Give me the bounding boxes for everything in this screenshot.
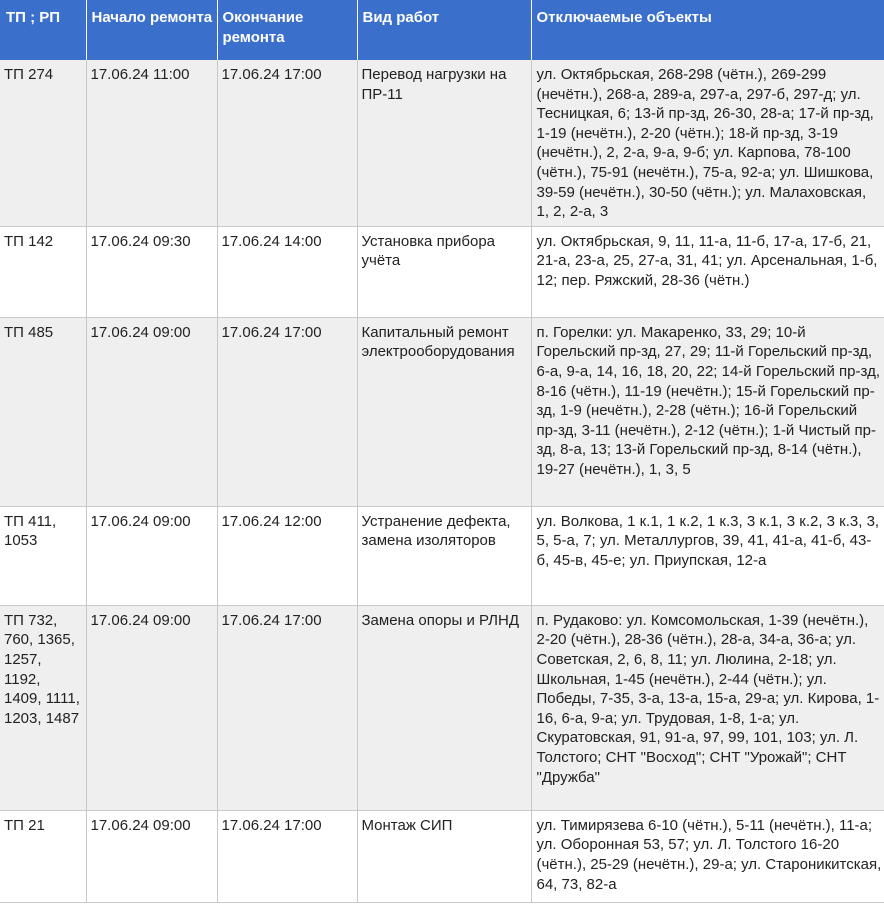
cell-end: 17.06.24 17:00 xyxy=(217,317,357,506)
cell-end: 17.06.24 17:00 xyxy=(217,605,357,810)
cell-objects: п. Горелки: ул. Макаренко, 33, 29; 10-й Горельский пр-зд, 27, 29; 11-й Горельский пр-зд, 6-а, 9-а, 14, 16, 18, 20, 22; 14-й Горельский пр-зд, 8-16 (чётн.), 11-19 (нечётн.); 15-й Горельский пр-зд, 1-9 (нечётн.), 2-28 (чётн.); 16-й Горельский пр-зд, 3-11 (нечётн.), 2-12 (чётн.); 1-й Чистый пр-зд, 8-а, 13; 13-й Горельский пр-зд, 8-14 (чётн.), 19-27 (нечётн.), 1, 3, 5 xyxy=(531,317,884,506)
header-end: Окончание ремонта xyxy=(217,0,357,60)
cell-objects: ул. Октябрьская, 268-298 (чётн.), 269-299 (нечётн.), 268-а, 289-а, 297-а, 297-б, 297-д; ул. Тесницкая, 6; 13-й пр-зд, 26-30, 28-а; 17-й пр-зд, 1-19 (нечётн.), 2-20 (чётн.); 18-й пр-зд, 3-19 (нечётн.), 2, 2-а, 9-а, 9-б; ул. Карпова, 78-100 (чётн.), 75-91 (нечётн.), 75-а, 92-а; ул. Шишкова, 39-59 (нечётн.), 30-50 (чётн.); ул. Малаховская, 1, 2, 2-а, 3 xyxy=(531,60,884,226)
cell-work: Установка прибора учёта xyxy=(357,226,531,317)
table-row xyxy=(0,226,884,317)
header-start: Начало ремонта xyxy=(86,0,217,60)
cell-objects: п. Рудаково: ул. Комсомольская, 1-39 (нечётн.), 2-20 (чётн.), 28-36 (чётн.), 28-а, 34-а, 36-а; ул. Советская, 2, 6, 8, 11; ул. Люлина, 2-18; ул. Школьная, 1-45 (нечётн.), 2-44 (чётн.); ул. Победы, 7-35, 3-а, 13-а, 15-а, 29-а; ул. Кирова, 1-16, 6-а, 9-а; ул. Трудовая, 1-8, 1-а; ул. Скуратовская, 91, 91-а, 97, 99, 101, 103; ул. Л. Толстого; СНТ "Восход"; СНТ "Урожай"; СНТ "Дружба" xyxy=(531,605,884,810)
cell-tp: ТП 732, 760, 1365, 1257, 1192, 1409, 1111, 1203, 1487 xyxy=(0,605,86,810)
cell-objects: ул. Волкова, 1 к.1, 1 к.2, 1 к.3, 3 к.1, 3 к.2, 3 к.3, 3, 5, 5-а, 7; ул. Металлургов, 39, 41, 41-а, 41-б, 43-б, 45-в, 45-е; ул. Приупская, 12-а xyxy=(531,506,884,605)
cell-start: 17.06.24 09:00 xyxy=(86,506,217,605)
cell-end: 17.06.24 17:00 xyxy=(217,810,357,902)
cell-start: 17.06.24 11:00 xyxy=(86,60,217,226)
cell-work: Перевод нагрузки на ПР-11 xyxy=(357,60,531,226)
cell-tp: ТП 21 xyxy=(0,810,86,902)
cell-objects: ул. Тимирязева 6-10 (чётн.), 5-11 (нечётн.), 11-а; ул. Оборонная 53, 57; ул. Л. Толстого 16-20 (чётн.), 25-29 (нечётн.), 29-а; ул. Староникитская, 64, 73, 82-а xyxy=(531,810,884,902)
cell-tp: ТП 142 xyxy=(0,226,86,317)
cell-end: 17.06.24 12:00 xyxy=(217,506,357,605)
table-row xyxy=(0,317,884,506)
header-work: Вид работ xyxy=(357,0,531,60)
cell-start: 17.06.24 09:00 xyxy=(86,810,217,902)
table-row xyxy=(0,605,884,810)
cell-start: 17.06.24 09:00 xyxy=(86,317,217,506)
header-objects: Отключаемые объекты xyxy=(531,0,884,60)
table-header-row xyxy=(0,0,884,60)
cell-work: Устранение дефекта, замена изоляторов xyxy=(357,506,531,605)
table-row xyxy=(0,810,884,902)
cell-end: 17.06.24 17:00 xyxy=(217,60,357,226)
cell-work: Капитальный ремонт электрооборудования xyxy=(357,317,531,506)
cell-tp: ТП 274 xyxy=(0,60,86,226)
cell-tp: ТП 485 xyxy=(0,317,86,506)
header-tp: ТП ; РП xyxy=(0,0,86,60)
table-row xyxy=(0,60,884,226)
cell-work: Монтаж СИП xyxy=(357,810,531,902)
cell-start: 17.06.24 09:30 xyxy=(86,226,217,317)
cell-end: 17.06.24 14:00 xyxy=(217,226,357,317)
cell-tp: ТП 411, 1053 xyxy=(0,506,86,605)
cell-objects: ул. Октябрьская, 9, 11, 11-а, 11-б, 17-а, 17-б, 21, 21-а, 23-а, 25, 27-а, 31, 41; ул. Арсенальная, 1-б, 12; пер. Ряжский, 28-36 (чётн.) xyxy=(531,226,884,317)
table-row xyxy=(0,506,884,605)
cell-work: Замена опоры и РЛНД xyxy=(357,605,531,810)
cell-start: 17.06.24 09:00 xyxy=(86,605,217,810)
